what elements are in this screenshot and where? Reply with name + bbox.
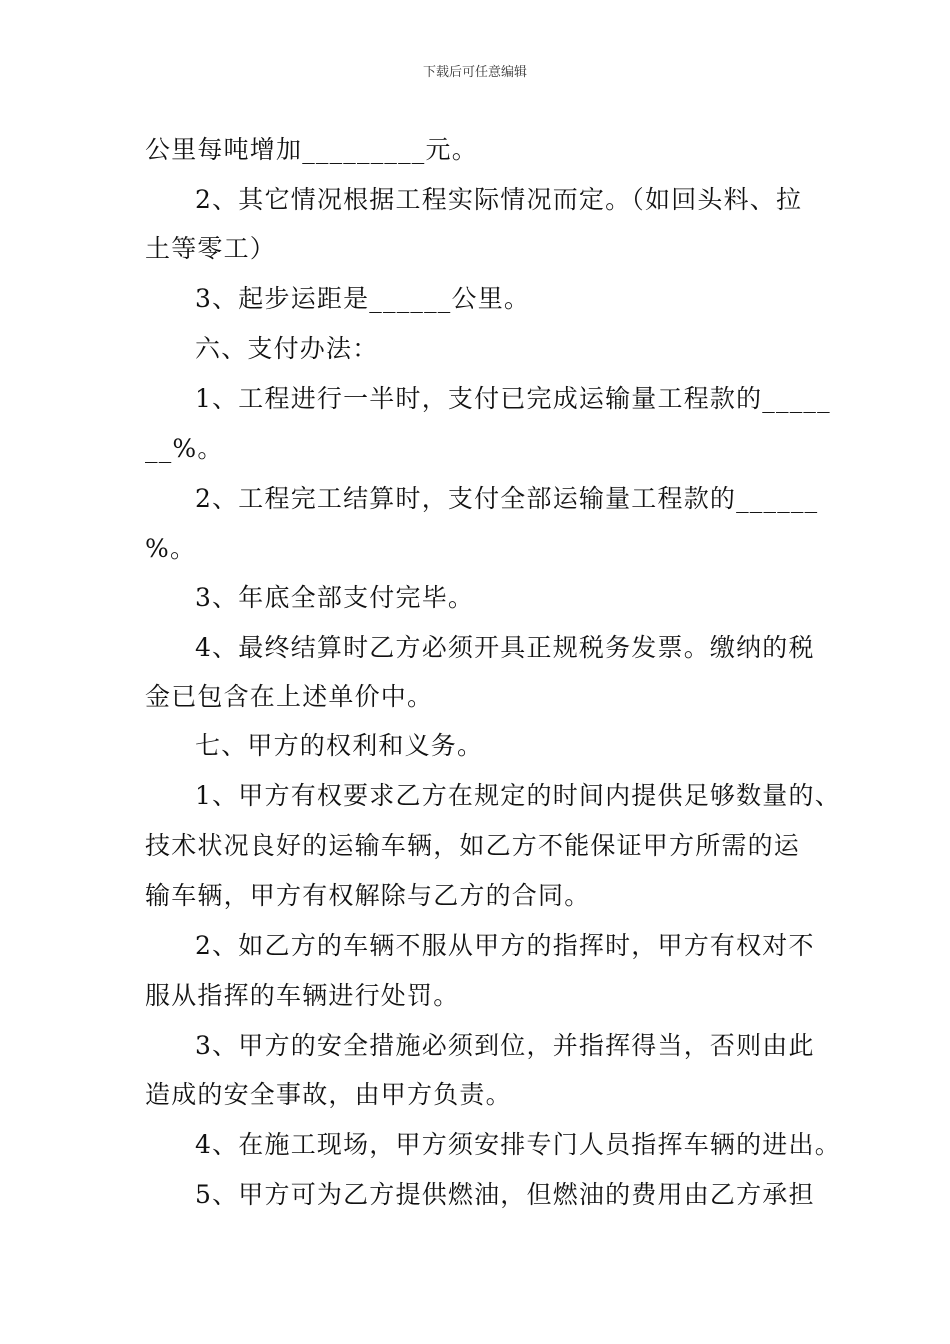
text-line: 输车辆，甲方有权解除与乙方的合同。: [145, 881, 591, 910]
text-line: 土等零工）: [145, 234, 277, 263]
text-line: 公里每吨增加_________元。: [145, 135, 478, 164]
text-line: 1、工程进行一半时，支付已完成运输量工程款的_____: [195, 384, 831, 413]
text-line: 2、其它情况根据工程实际情况而定。（如回头料、拉: [195, 185, 803, 214]
text-line: 1、甲方有权要求乙方在规定的时间内提供足够数量的、: [195, 781, 841, 810]
text-line: %。: [145, 534, 197, 563]
section-heading: 六、支付办法：: [195, 334, 379, 363]
text-line: 2、如乙方的车辆不服从甲方的指挥时，甲方有权对不: [195, 931, 815, 960]
text-line: 3、年底全部支付完毕。: [195, 583, 475, 612]
text-line: 技术状况良好的运输车辆，如乙方不能保证甲方所需的运: [145, 831, 801, 860]
text-line: 3、甲方的安全措施必须到位，并指挥得当，否则由此: [195, 1031, 815, 1060]
text-line: 4、最终结算时乙方必须开具正规税务发票。缴纳的税: [195, 633, 815, 662]
text-line: 金已包含在上述单价中。: [145, 682, 434, 711]
text-line: 服从指挥的车辆进行处罚。: [145, 981, 460, 1010]
text-line: 4、在施工现场，甲方须安排专门人员指挥车辆的进出。: [195, 1130, 841, 1159]
text-line: 3、起步运距是______公里。: [195, 284, 531, 313]
section-heading: 七、甲方的权利和义务。: [195, 731, 484, 760]
text-line: 5、甲方可为乙方提供燃油，但燃油的费用由乙方承担: [195, 1180, 815, 1209]
text-line: __%。: [145, 434, 224, 463]
text-line: 造成的安全事故，由甲方负责。: [145, 1080, 512, 1109]
page-header-note: 下载后可任意编辑: [422, 65, 527, 80]
text-line: 2、工程完工结算时，支付全部运输量工程款的______: [195, 484, 819, 513]
